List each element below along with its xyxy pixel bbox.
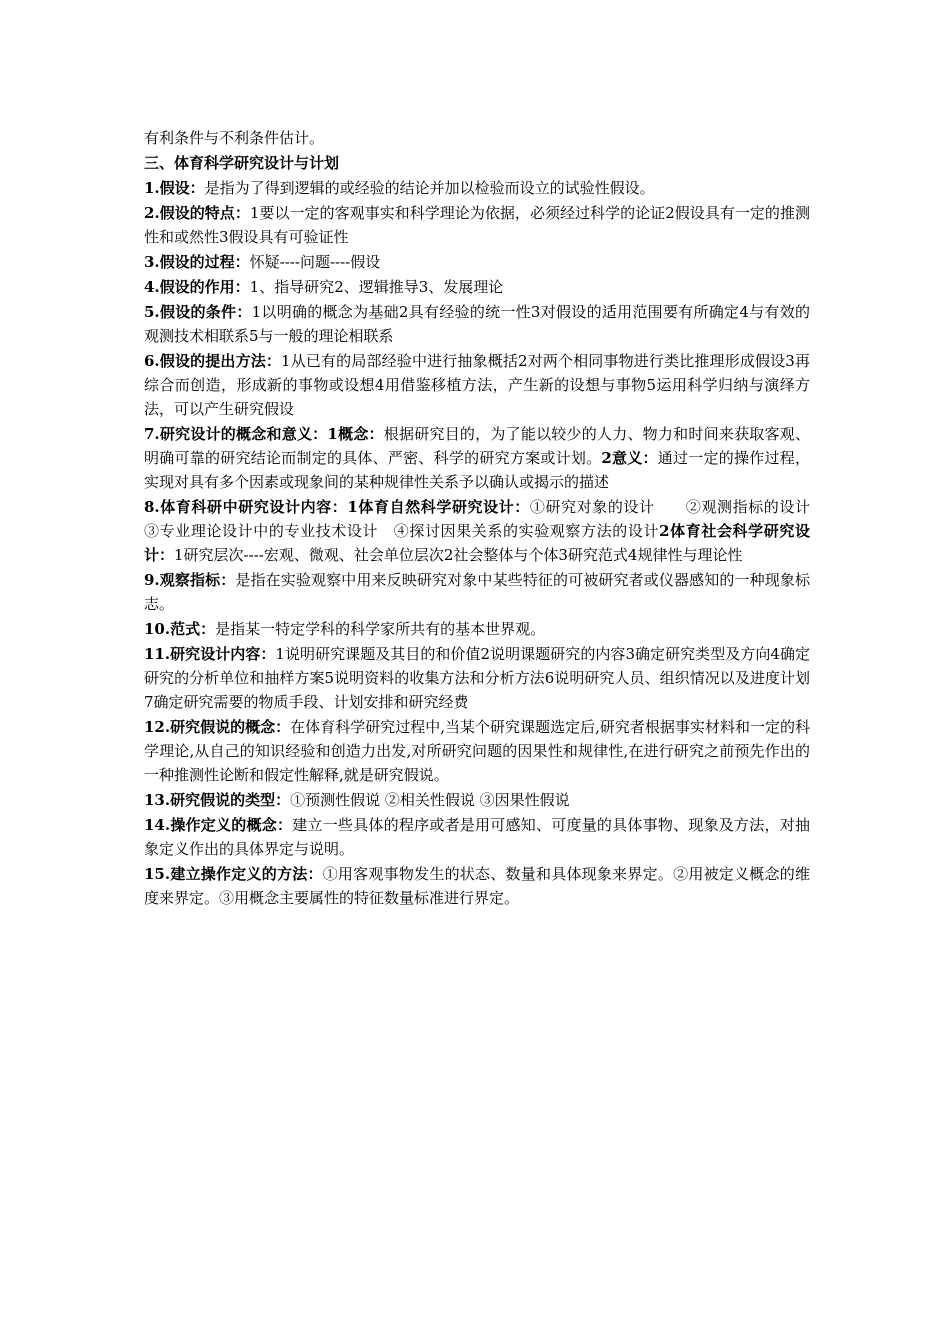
item-sub-text: ①研究对象的设计 ②观测指标的设计 ③专业理论设计中的专业技术设计 ④探讨因果关系的实验观察方法的设计	[144, 498, 825, 540]
item-term: 12.研究假说的概念：	[144, 718, 291, 736]
item-term: 2.假设的特点：	[144, 204, 250, 222]
item-text: 是指为了得到逻辑的或经验的结论并加以检验而设立的试验性假设。	[204, 179, 655, 197]
item-text: 建立一些具体的程序或者是用可感知、可度量的具体事物、现象及方法，对抽象定义作出的具体界定与说明。	[144, 816, 810, 858]
item-term: 7.研究设计的概念和意义：	[144, 425, 328, 443]
document-page	[144, 126, 825, 910]
item-operational-definition-concept	[144, 813, 810, 861]
item-term: 5.假设的条件：	[144, 303, 252, 321]
item-research-hypothesis-concept	[144, 715, 810, 787]
item-term: 8.体育科研中研究设计内容：	[144, 498, 348, 516]
item-term: 10.范式：	[144, 620, 216, 638]
item-text: 是指在实验观察中用来反映研究对象中某些特征的可被研究者或仪器感知的一种现象标志。	[144, 571, 810, 613]
item-observation-indicator	[144, 568, 810, 616]
item-text: 1从已有的局部经验中进行抽象概括2对两个相同事物进行类比推理形成假设3再综合而创造，形成新的事物或设想4用借鉴移植方法，产生新的设想与事物5运用科学归纳与演绎方法，可以产生研究假设	[144, 352, 810, 418]
item-text: 1说明研究课题及其目的和价值2说明课题研究的内容3确定研究类型及方向4确定研究的分析单位和抽样方案5说明资料的收集方法和分析方法6说明研究人员、组织情况以及进度计划7确定研究需要的物质手段、计划安排和研究经费	[144, 645, 810, 711]
item-term: 15.建立操作定义的方法：	[144, 865, 323, 883]
item-text: 是指某一特定学科的科学家所共有的基本世界观。	[215, 620, 546, 638]
item-term: 9.观察指标：	[144, 571, 236, 589]
item-text: 1、指导研究2、逻辑推导3、发展理论	[249, 278, 504, 296]
item-sub-label: 1概念：	[327, 425, 384, 443]
item-operational-definition-methods	[144, 862, 810, 910]
item-research-hypothesis-types	[144, 788, 810, 812]
item-research-design-content	[144, 495, 825, 567]
item-term: 3.假设的过程：	[144, 253, 250, 271]
item-term: 13.研究假说的类型：	[144, 791, 291, 809]
item-term: 4.假设的作用：	[144, 278, 250, 296]
item-term: 11.研究设计内容：	[144, 645, 276, 663]
item-sub-text: 1研究层次----宏观、微观、社会单位层次2社会整体与个体3研究范式4规律性与理论性	[174, 546, 743, 564]
item-text: 1以明确的概念为基础2具有经验的统一性3对假设的适用范围要有所确定4与有效的观测技术相联系5与一般的理论相联系	[144, 303, 810, 345]
item-term: 6.假设的提出方法：	[144, 352, 282, 370]
item-text: 在体育科学研究过程中,当某个研究课题选定后,研究者根据事实材料和一定的科学理论,从自己的知识经验和创造力出发,对所研究问题的因果性和规律性,在进行研究之前预先作出的一种推测性论断和假定性解释,就是研究假说。	[144, 718, 810, 784]
item-sub-label: 2体育社会科学研究设计：	[144, 522, 810, 564]
item-design-contents	[144, 642, 810, 714]
item-research-design-concept	[144, 422, 810, 494]
item-hypothesis-methods	[144, 349, 810, 421]
intro-line: 有利条件与不利条件估计。	[144, 129, 325, 147]
item-paradigm	[144, 617, 810, 641]
item-sub-label: 2意义：	[601, 449, 658, 467]
item-text: ①预测性假说 ②相关性假说 ③因果性假说	[290, 791, 570, 809]
item-hypothesis-features	[144, 201, 810, 249]
section-heading: 三、体育科学研究设计与计划	[144, 154, 340, 172]
item-hypothesis-definition	[144, 176, 810, 200]
item-hypothesis-role	[144, 275, 810, 299]
item-text: ①用客观事物发生的状态、数量和具体现象来界定。②用被定义概念的维度来界定。③用概念主要属性的特征数量标准进行界定。	[144, 865, 810, 907]
item-text: 1要以一定的客观事实和科学理论为依据，必须经过科学的论证2假设具有一定的推测性和或然性3假设具有可验证性	[144, 204, 810, 246]
item-hypothesis-conditions	[144, 300, 810, 348]
item-hypothesis-process	[144, 250, 810, 274]
item-term: 1.假设：	[144, 179, 205, 197]
item-sub-label: 1体育自然科学研究设计：	[347, 498, 530, 516]
item-sub-text: 通过一定的操作过程，实现对具有多个因素或现象间的某种规律性关系予以确认或揭示的描述	[144, 449, 810, 491]
item-sub-text: 根据研究目的，为了能以较少的人力、物力和时间来获取客观、明确可靠的研究结论而制定的具体、严密、科学的研究方案或计划。	[144, 425, 810, 467]
item-term: 14.操作定义的概念：	[144, 816, 293, 834]
item-text: 怀疑----问题----假设	[249, 253, 381, 271]
